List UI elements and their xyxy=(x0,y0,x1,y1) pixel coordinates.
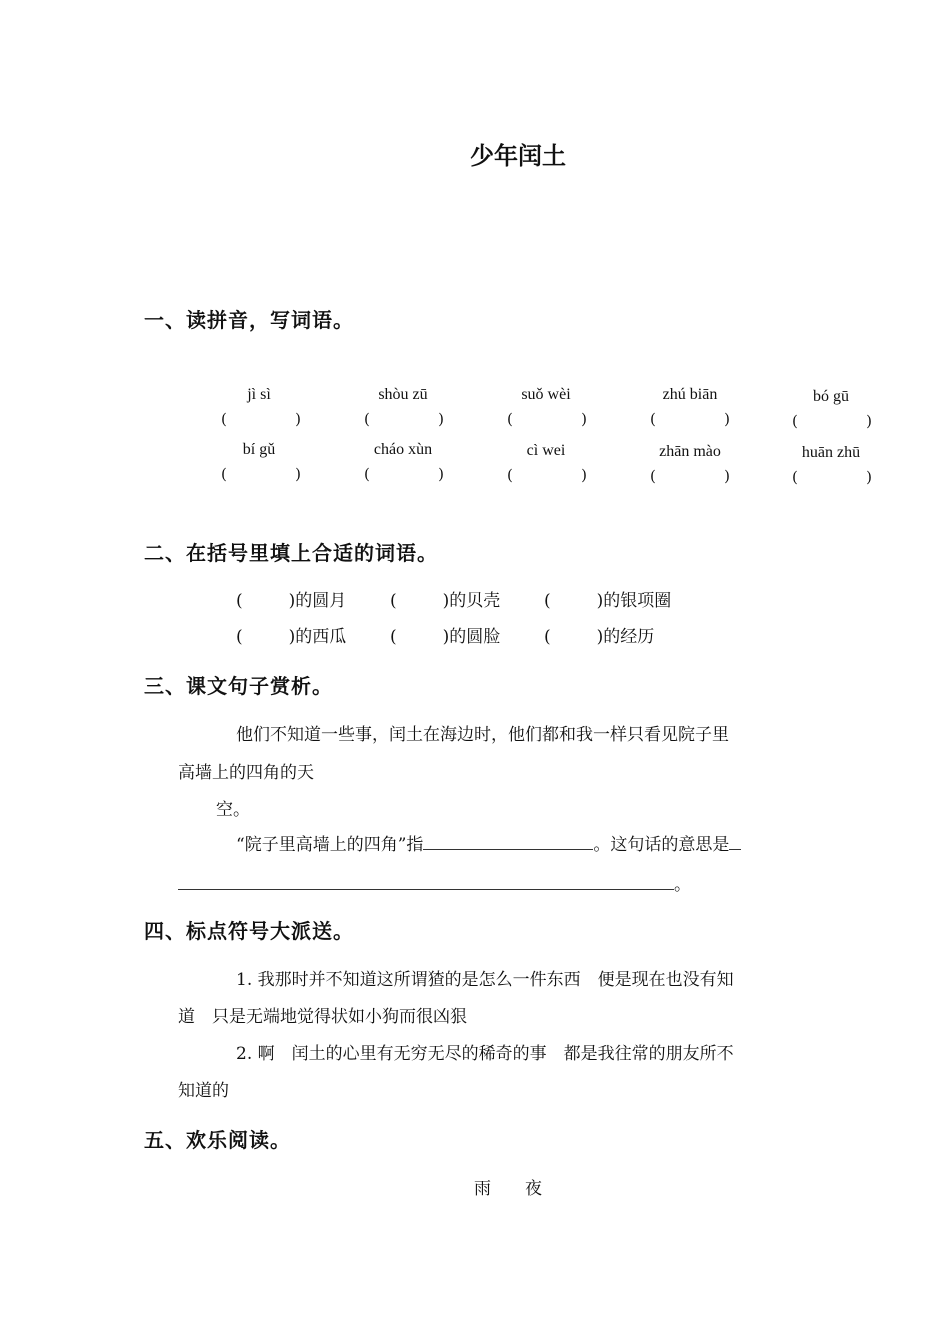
open-paren: ( xyxy=(792,468,798,486)
pinyin: cháo xùn xyxy=(373,441,433,458)
close-paren: ) xyxy=(438,410,444,428)
pinyin: zhān mào xyxy=(659,443,721,460)
punctuation-item: 2. 啊 闰土的心里有无穷无尽的稀奇的事 都是我往常的朋友所不 xyxy=(236,1044,734,1064)
close-paren: ) xyxy=(295,465,301,483)
fill-item[interactable]: ( )的圆脸 xyxy=(390,627,501,647)
section-4-heading: 四、标点符号大派送。 xyxy=(144,919,354,943)
passage-line: 空。 xyxy=(216,800,250,820)
answer-blank[interactable] xyxy=(221,410,301,428)
section-1-heading: 一、读拼音，写词语。 xyxy=(144,308,354,332)
fill-item[interactable]: ( )的西瓜 xyxy=(236,627,347,647)
pinyin: shòu zū xyxy=(378,386,428,403)
section-3-heading: 三、课文句子赏析。 xyxy=(144,674,333,698)
page-title: 少年闰土 xyxy=(470,142,566,170)
answer-blank[interactable] xyxy=(792,412,872,430)
answer-blank[interactable] xyxy=(364,465,444,483)
open-paren: ( xyxy=(507,410,513,428)
question-line: “院子里高墙上的四角”指 。这句话的意思是 xyxy=(236,830,741,855)
fill-item[interactable]: ( )的银项圈 xyxy=(544,591,672,611)
fill-item[interactable]: ( )的贝壳 xyxy=(390,591,501,611)
answer-blank[interactable] xyxy=(221,465,301,483)
open-paren: ( xyxy=(221,410,227,428)
pinyin: bó gū xyxy=(813,388,849,405)
question-line: 。 xyxy=(178,870,691,895)
open-paren: ( xyxy=(221,465,227,483)
answer-blank[interactable] xyxy=(364,410,444,428)
close-paren: ) xyxy=(438,465,444,483)
close-paren: ) xyxy=(866,468,872,486)
open-paren: ( xyxy=(507,466,513,484)
punctuation-item: 道 只是无端地觉得状如小狗而很凶狠 xyxy=(178,1007,467,1027)
answer-blank[interactable] xyxy=(650,467,730,485)
fill-item[interactable]: ( )的圆月 xyxy=(236,591,347,611)
close-paren: ) xyxy=(724,467,730,485)
answer-blank[interactable] xyxy=(650,410,730,428)
open-paren: ( xyxy=(650,467,656,485)
pinyin: zhú biān xyxy=(662,386,718,403)
pinyin: bí gǔ xyxy=(242,441,276,458)
passage-line: 他们不知道一些事，闰土在海边时，他们都和我一样只看见院子里 xyxy=(236,725,729,745)
pinyin: huān zhū xyxy=(801,444,861,461)
section-2-heading: 二、在括号里填上合适的词语。 xyxy=(144,541,438,565)
answer-line[interactable] xyxy=(729,835,741,850)
story-title: 雨 夜 xyxy=(474,1179,542,1199)
punctuation-item: 1. 我那时并不知道这所谓猹的是怎么一件东西 便是现在也没有知 xyxy=(236,970,734,990)
passage-line: 高墙上的四角的天 xyxy=(178,763,314,783)
close-paren: ) xyxy=(724,410,730,428)
open-paren: ( xyxy=(650,410,656,428)
close-paren: ) xyxy=(295,410,301,428)
answer-line[interactable] xyxy=(423,835,593,850)
answer-blank[interactable] xyxy=(507,410,587,428)
pinyin: jì sì xyxy=(247,386,271,403)
open-paren: ( xyxy=(364,465,370,483)
section-5-heading: 五、欢乐阅读。 xyxy=(144,1128,291,1152)
close-paren: ) xyxy=(581,466,587,484)
close-paren: ) xyxy=(581,410,587,428)
punctuation-item: 知道的 xyxy=(178,1081,229,1101)
answer-blank[interactable] xyxy=(792,468,872,486)
open-paren: ( xyxy=(792,412,798,430)
pinyin: suǒ wèi xyxy=(521,386,571,403)
close-paren: ) xyxy=(866,412,872,430)
fill-item[interactable]: ( )的经历 xyxy=(544,627,655,647)
answer-blank[interactable] xyxy=(507,466,587,484)
pinyin: cì wei xyxy=(526,442,566,459)
open-paren: ( xyxy=(364,410,370,428)
answer-line[interactable] xyxy=(178,875,674,890)
